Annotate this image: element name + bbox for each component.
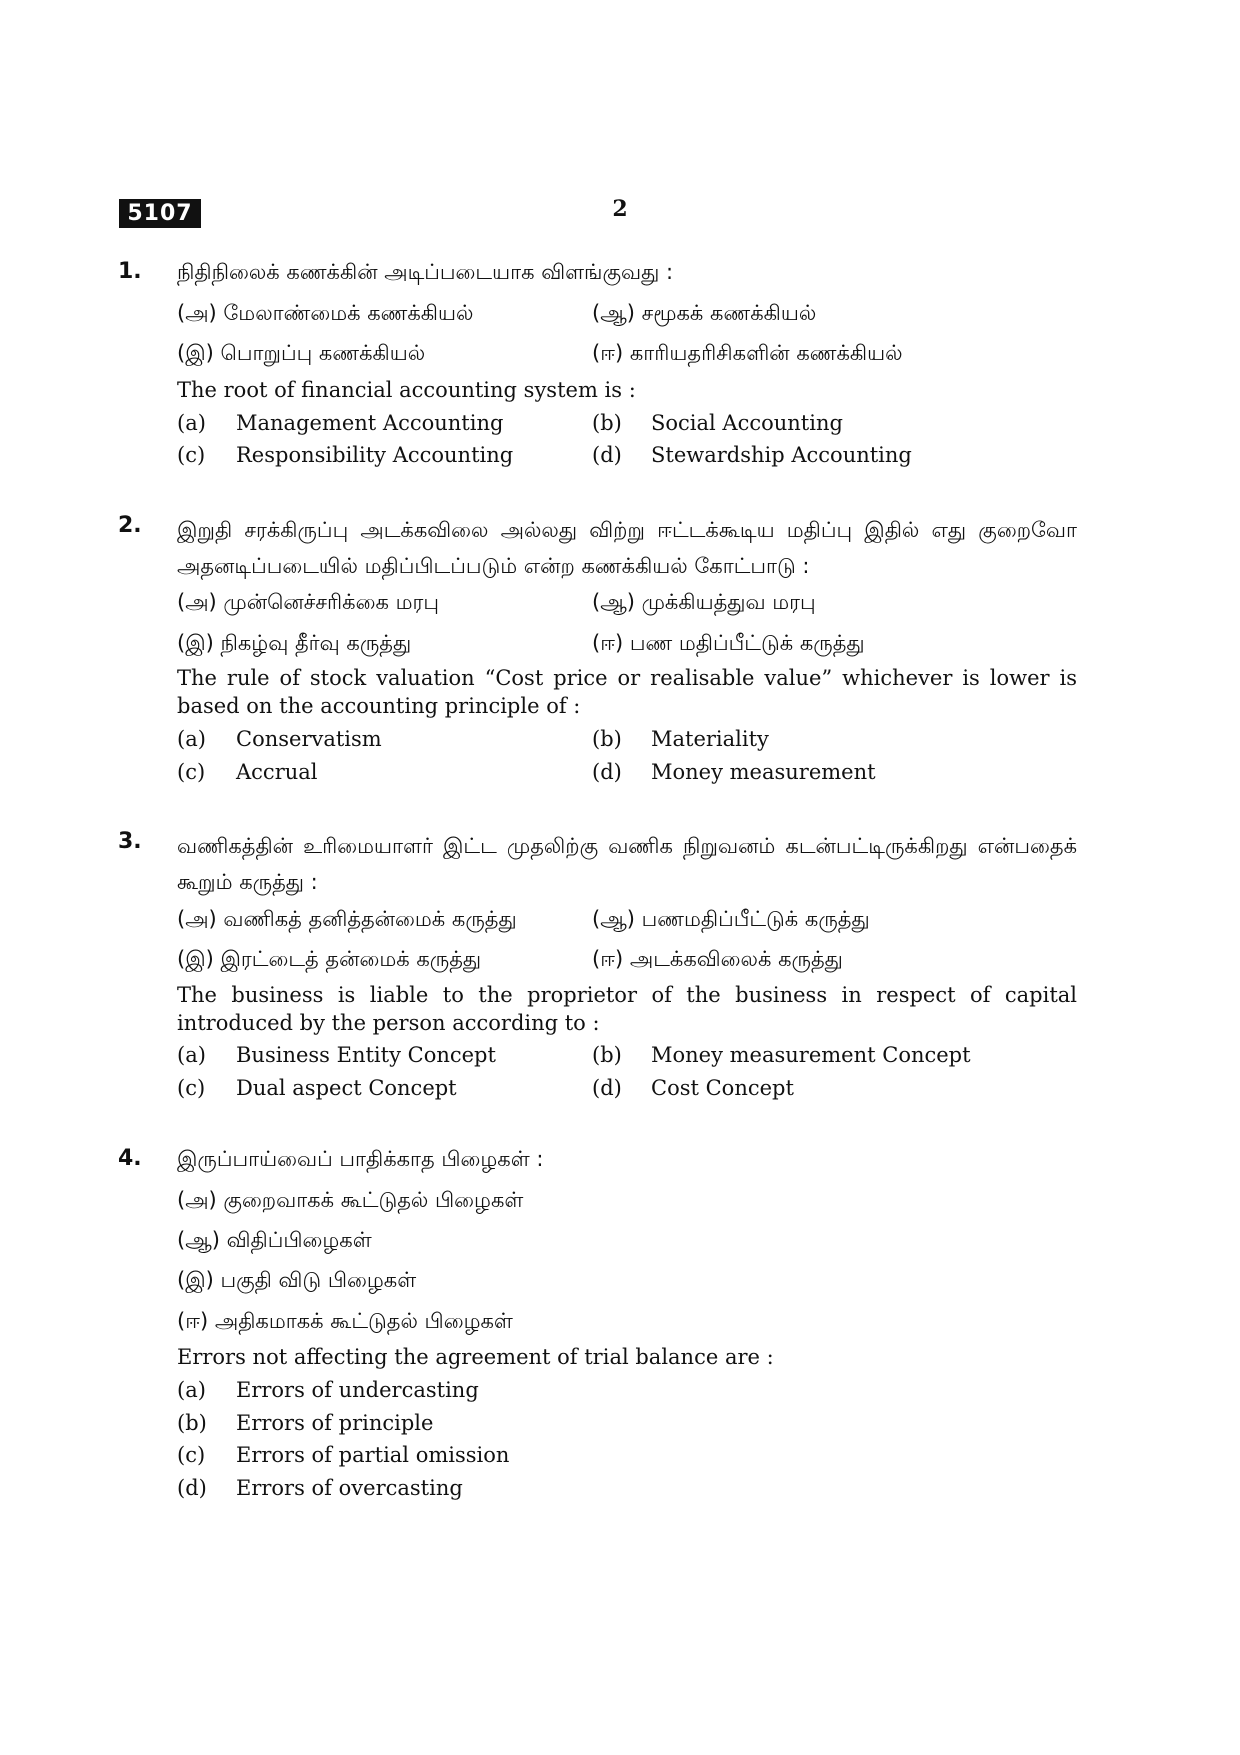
question-2-tamil-option-c: (இ) நிகழ்வு தீர்வு கருத்து [177,631,412,655]
question-2-tamil-option-d: (ஈ) பண மதிப்பீட்டுக் கருத்து [592,631,865,655]
page-code-badge: 5107 [119,199,201,228]
question-4-option-c-label: (c) [177,1443,206,1467]
question-4-tamil-option-a: (அ) குறைவாகக் கூட்டுதல் பிழைகள் [177,1188,524,1212]
question-1-option-d-label: (d) [592,443,622,467]
question-1-tamil-option-c: (இ) பொறுப்பு கணக்கியல் [177,341,426,365]
question-3-option-a-text: Business Entity Concept [236,1043,496,1067]
question-2-tamil-text: இறுதி சரக்கிருப்பு அடக்கவிலை அல்லது விற்று ஈட்டக்கூடிய மதிப்பு இதில் எது குறைவோ அதனடிப்படையில் மதிப்பிடப்படும் என்ற கணக்கியல் கோட்பாடு : [177,518,1077,578]
question-3-option-b-text: Money measurement Concept [651,1043,971,1067]
question-4-tamil-text: இருப்பாய்வைப் பாதிக்காத பிழைகள் : [177,1147,544,1171]
question-2-option-d-text: Money measurement [651,760,876,784]
page-number: 2 [612,196,628,222]
question-2-tamil-option-b: (ஆ) முக்கியத்துவ மரபு [592,590,816,614]
question-4-option-b-label: (b) [177,1411,207,1435]
question-1-tamil-option-d: (ஈ) காரியதரிசிகளின் கணக்கியல் [592,341,903,365]
question-1-english-text: The root of financial accounting system is : [177,378,636,402]
question-3-english-text: The business is liable to the proprietor of the business in respect of capital introduced by the person according to : [177,983,1077,1035]
question-3-tamil-option-d: (ஈ) அடக்கவிலைக் கருத்து [592,947,843,971]
question-2-option-a-text: Conservatism [236,727,382,751]
question-1-option-c-text: Responsibility Accounting [236,443,514,467]
question-1-number: 1. [118,259,142,284]
question-1-option-a-label: (a) [177,411,206,435]
question-1-option-b-text: Social Accounting [651,411,843,435]
question-3-option-a-label: (a) [177,1043,206,1067]
question-4-option-d-text: Errors of overcasting [236,1476,463,1500]
question-2-option-b-text: Materiality [651,727,769,751]
question-3-option-c-label: (c) [177,1076,206,1100]
question-2-option-d-label: (d) [592,760,622,784]
question-4-option-a-text: Errors of undercasting [236,1378,479,1402]
question-4-option-d-label: (d) [177,1476,207,1500]
question-4-tamil-option-d: (ஈ) அதிகமாகக் கூட்டுதல் பிழைகள் [177,1309,513,1333]
question-2-option-c-label: (c) [177,760,206,784]
question-4-option-a-label: (a) [177,1378,206,1402]
question-3-option-c-text: Dual aspect Concept [236,1076,457,1100]
question-3-option-b-label: (b) [592,1043,622,1067]
question-3-tamil-text: வணிகத்தின் உரிமையாளர் இட்ட முதலிற்கு வணிக நிறுவனம் கடன்பட்டிருக்கிறது என்பதைக் கூறும் கருத்து : [177,834,1077,894]
question-1-tamil-option-b: (ஆ) சமூகக் கணக்கியல் [592,301,817,325]
question-3-option-d-label: (d) [592,1076,622,1100]
question-3-number: 3. [118,829,142,854]
question-2-option-c-text: Accrual [236,760,318,784]
question-4-tamil-option-b: (ஆ) விதிப்பிழைகள் [177,1228,372,1252]
question-1-option-a-text: Management Accounting [236,411,504,435]
question-1-tamil-text: நிதிநிலைக் கணக்கின் அடிப்படையாக விளங்குவது : [177,260,674,284]
question-3-tamil-option-b: (ஆ) பணமதிப்பீட்டுக் கருத்து [592,907,870,931]
question-2-english-text: The rule of stock valuation “Cost price or realisable value” whichever is lower is based on the accounting principle of : [177,666,1077,718]
question-3-tamil-option-c: (இ) இரட்டைத் தன்மைக் கருத்து [177,947,482,971]
question-2-tamil-option-a: (அ) முன்னெச்சரிக்கை மரபு [177,590,439,614]
question-1-tamil-option-a: (அ) மேலாண்மைக் கணக்கியல் [177,301,474,325]
question-2-option-b-label: (b) [592,727,622,751]
question-1-option-d-text: Stewardship Accounting [651,443,912,467]
question-4-english-text: Errors not affecting the agreement of trial balance are : [177,1345,774,1369]
question-4-option-c-text: Errors of partial omission [236,1443,510,1467]
question-4-tamil-option-c: (இ) பகுதி விடு பிழைகள் [177,1268,417,1292]
question-1-option-c-label: (c) [177,443,206,467]
question-3-option-d-text: Cost Concept [651,1076,794,1100]
question-3-tamil-option-a: (அ) வணிகத் தனித்தன்மைக் கருத்து [177,907,517,931]
question-1-option-b-label: (b) [592,411,622,435]
question-2-number: 2. [118,513,142,538]
question-4-option-b-text: Errors of principle [236,1411,434,1435]
question-4-number: 4. [118,1146,142,1171]
question-2-option-a-label: (a) [177,727,206,751]
